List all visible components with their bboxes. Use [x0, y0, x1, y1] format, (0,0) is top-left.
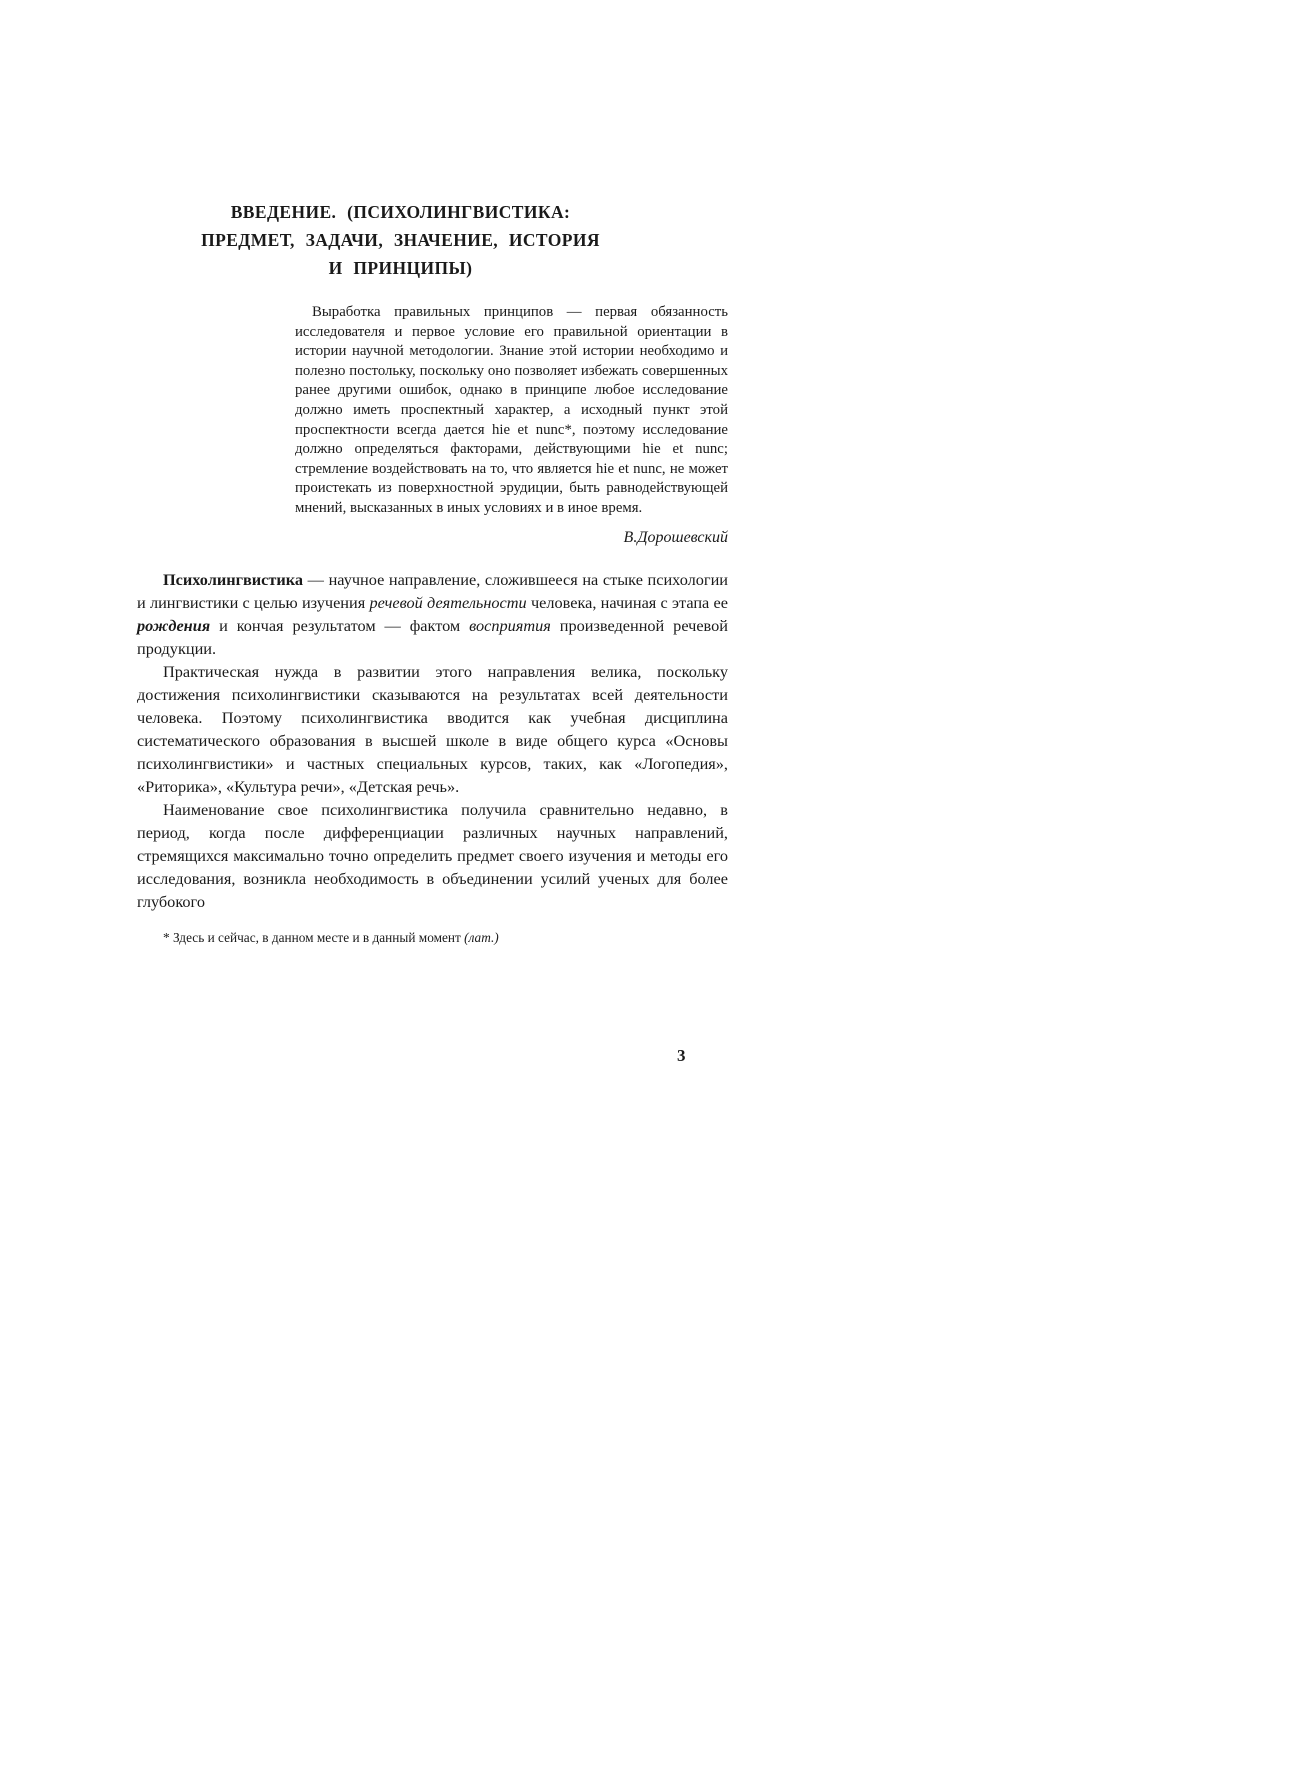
epigraph-attribution: В.Дорошевский — [623, 528, 728, 546]
chapter-title-line-3: И ПРИНЦИПЫ) — [328, 258, 473, 278]
page-number: 3 — [677, 1046, 686, 1065]
paragraph-3: Наименование свое психолингвистика получила сравнительно недавно, в период, когда после дифференциации различных научных направлений, стремящихся максимально точно определить предмет своего изучения и методы его исследования, возникла необходимость в объединении усилий ученых для более глубокого — [137, 799, 728, 911]
chapter-title — [137, 198, 664, 282]
paragraph-2: Практическая нужда в развитии этого направления велика, поскольку достижения психолингвистики сказываются на результатах всей деятельности человека. Поэтому психолингвистика вводится как учебная дисциплина систематического образования в высшей школе в виде общего курса «Основы психолингвистики» и частных специальных курсов, таких, как «Логопедия», «Риторика», «Культура речи», «Детская речь». — [137, 661, 728, 796]
footnote: * Здесь и сейчас, в данном месте и в данный момент (лат.) — [163, 929, 499, 945]
body-text — [137, 568, 728, 913]
paragraph-1: Психолингвистика — научное направление, сложившееся на стыке психологии и лингвистики с целью изучения речевой деятельности человека, начиная с этапа ее рождения и кончая результатом — фактом восприятия произведенной речевой продукции. — [137, 569, 728, 658]
text-column — [137, 198, 728, 947]
chapter-title-line-1: ВВЕДЕНИЕ. (ПСИХОЛИНГВИСТИКА: — [230, 202, 571, 222]
epigraph-text: Выработка правильных принципов — первая обязанность исследователя и первое условие его правильной ориентации в истории научной методологии. Знание этой истории необходимо и полезно постольку, поскольку оно позволяет избежать совершенных ранее другими ошибок, однако в принципе любое исследование должно иметь проспектный характер, а исходный пункт этой проспектности всегда дается hie et nunc*, поэтому исследование должно определяться факторами, действующими hie et nunc; стремление воздействовать на то, что является hie et nunc, не может проистекать из поверхностной эрудиции, быть равнодействующей мнений, высказанных в иных условиях и в иное время. — [295, 304, 728, 516]
chapter-title-line-2: ПРЕДМЕТ, ЗАДАЧИ, ЗНАЧЕНИЕ, ИСТОРИЯ — [201, 230, 600, 250]
